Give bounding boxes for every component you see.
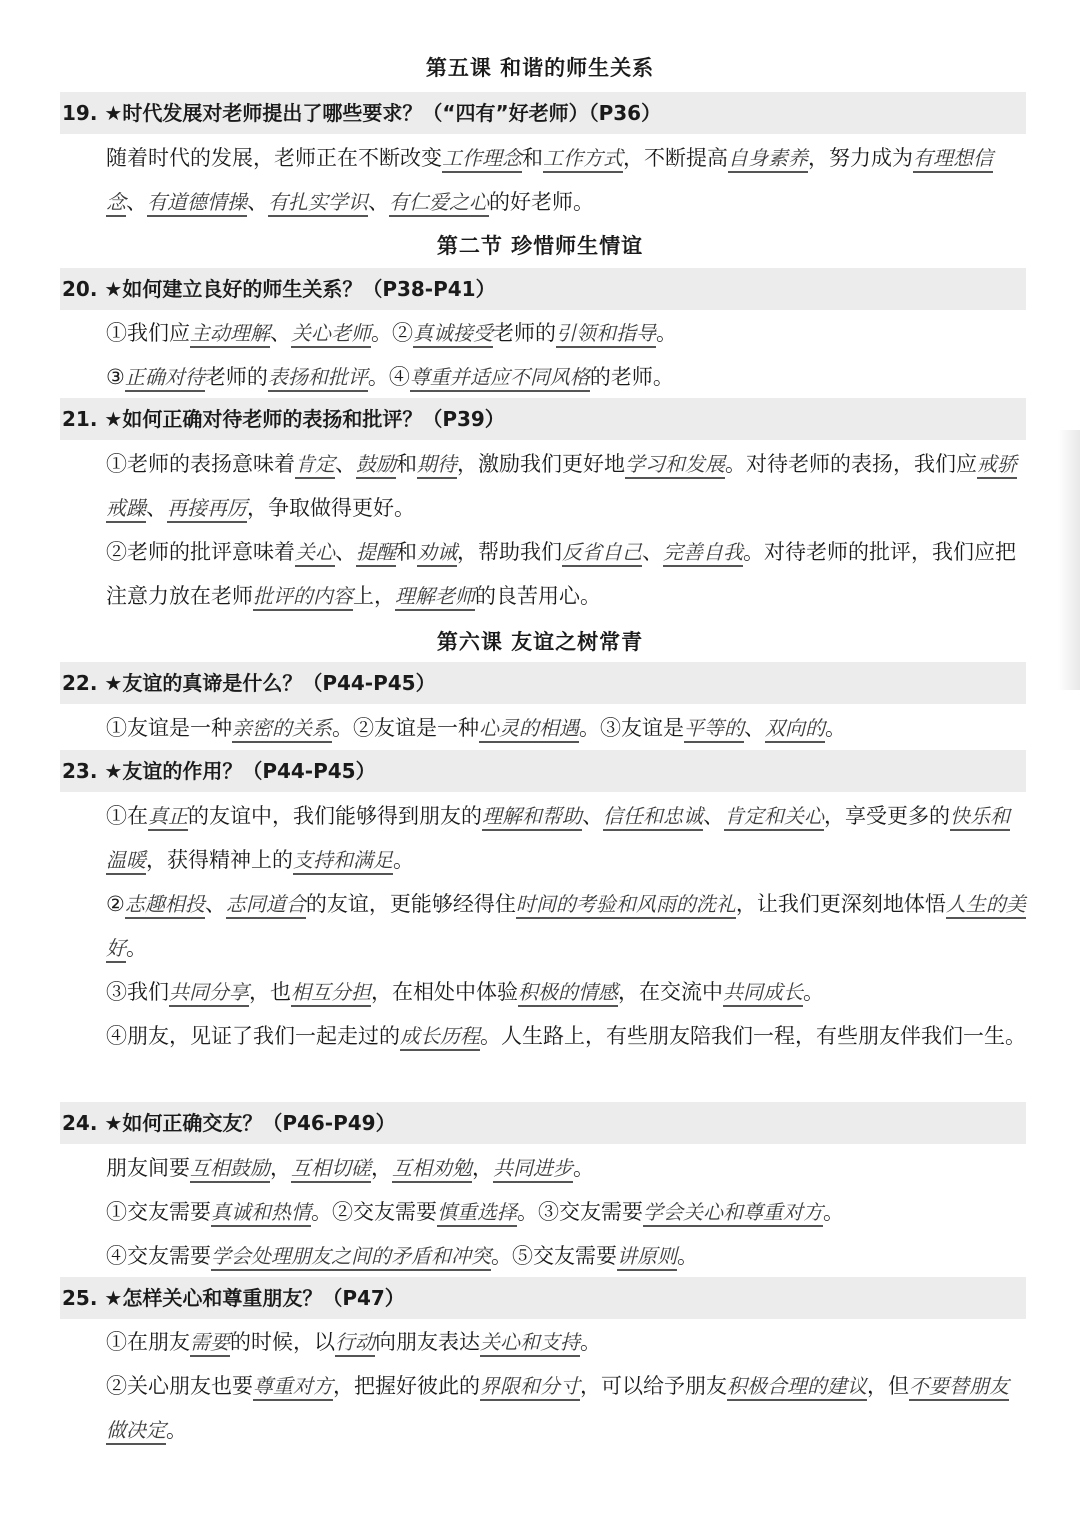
text-run: 。对待老师的批评，我们应把注意力放在老师 [106,540,1016,608]
text-run: 。④ [367,365,410,389]
text-run: 、 [368,190,389,214]
key-phrase: 成长历程 [400,1024,480,1051]
text-run: 。 [573,1156,594,1180]
text-run: ③ [106,365,125,389]
text-run: 的友谊中，我们能够得到朋友的 [188,804,482,828]
key-phrase: 自身素养 [728,146,808,173]
text-run: 。②交友需要 [311,1200,437,1224]
key-phrase: 平等的 [684,716,744,743]
key-phrase: 提醒 [356,540,396,567]
text-run: ，享受更多的 [824,804,950,828]
key-phrase: 讲原则 [617,1244,677,1271]
key-phrase: 表扬和批评 [268,365,368,392]
text-run: ①友谊是一种 [106,716,232,740]
key-phrase: 互相切磋 [291,1156,371,1183]
key-phrase: 正确对待 [125,365,205,392]
key-phrase: 完善自我 [663,540,743,567]
text-run: ①我们应 [106,321,190,345]
key-phrase: 互相鼓励 [190,1156,270,1183]
text-run: 上， [353,584,395,608]
key-phrase: 劝诫 [417,540,457,567]
text-run: 、 [126,190,147,214]
text-run: 。 [825,716,846,740]
key-phrase: 快乐和温暖 [106,804,1010,875]
key-phrase: 有理想信念 [106,146,993,217]
text-run: 。 [166,1418,187,1442]
key-phrase: 鼓励 [356,452,396,479]
key-phrase: 志同道合 [226,892,306,919]
key-phrase: 引领和指导 [556,321,656,348]
answer-paragraph [62,882,1028,970]
text-run: 、 [582,804,603,828]
question-heading: 19. ★时代发展对老师提出了哪些要求？（“四有”好老师）（P36） [60,92,1026,134]
answer-paragraph [62,1014,1028,1058]
key-phrase: 双向的 [765,716,825,743]
text-run: 。 [393,848,414,872]
answer-paragraph [62,442,1028,530]
text-run: 老师的 [204,365,268,389]
key-phrase: 批评的内容 [253,584,353,611]
key-phrase: 尊重并适应不同风格 [410,365,590,392]
key-phrase: 真正 [148,804,188,831]
answer-paragraph [62,530,1028,618]
answer-paragraph [62,794,1028,882]
text-run: 随着时代的发展，老师正在不断改变 [106,146,442,170]
answer-paragraph [62,1146,1028,1190]
text-run: ，帮助我们 [457,540,562,564]
text-run: 。③友谊是 [579,716,684,740]
question-heading: 21. ★如何正确对待老师的表扬和批评？（P39） [60,398,1026,440]
key-phrase: 真诚和热情 [211,1200,311,1227]
text-run: ，把握好彼此的 [333,1374,480,1398]
text-run: ，但 [867,1374,909,1398]
answer-paragraph [62,1234,1028,1278]
text-run: 。②友谊是一种 [332,716,479,740]
text-run: 。③交友需要 [517,1200,643,1224]
text-run: ，在相处中体验 [371,980,518,1004]
text-run: 、 [335,452,356,476]
key-phrase: 关心老师 [291,321,371,348]
text-run: ①交友需要 [106,1200,211,1224]
text-run: 的好老师。 [489,190,594,214]
text-run: ②关心朋友也要 [106,1374,253,1398]
key-phrase: 不要替朋友做决定 [106,1374,1009,1445]
text-run: ，也 [249,980,291,1004]
text-run: ， [270,1156,291,1180]
key-phrase: 关心 [295,540,335,567]
key-phrase: 理解老师 [395,584,475,611]
lesson-title: 第五课 和谐的师生关系 [425,56,655,80]
key-phrase: 肯定和关心 [724,804,824,831]
text-run: ，努力成为 [808,146,913,170]
key-phrase: 有道德情操 [147,190,247,217]
answer-paragraph [62,1190,1028,1234]
text-run: 。② [371,321,413,345]
key-phrase: 相互分担 [291,980,371,1007]
key-phrase: 积极合理的建议 [727,1374,867,1401]
text-run: 、 [335,540,356,564]
answer-paragraph [62,311,1028,355]
lesson-title: 第六课 友谊之树常青 [436,630,644,654]
question-heading: 20. ★如何建立良好的师生关系？（P38-P41） [60,268,1026,310]
key-phrase: 反省自己 [562,540,642,567]
key-phrase: 工作理念 [442,146,522,173]
text-run: 的良苦用心。 [475,584,601,608]
text-run: ， [472,1156,493,1180]
key-phrase: 共同进步 [493,1156,573,1183]
key-phrase: 主动理解 [190,321,270,348]
text-run: 、 [642,540,663,564]
text-run: ，可以给予朋友 [580,1374,727,1398]
text-run: 朋友间要 [106,1156,190,1180]
key-phrase: 期待 [417,452,457,479]
key-phrase: 学会处理朋友之间的矛盾和冲突 [211,1244,491,1271]
text-run: 和 [396,540,417,564]
answer-paragraph [62,1364,1028,1452]
key-phrase: 关心和支持 [480,1330,580,1357]
question-heading: 24. ★如何正确交友？（P46-P49） [60,1102,1026,1144]
answer-paragraph [62,1320,1028,1364]
question-heading: 25. ★怎样关心和尊重朋友？（P47） [60,1277,1026,1319]
key-phrase: 有仁爱之心 [389,190,489,217]
text-run: 。 [677,1244,698,1268]
text-run: 。 [823,1200,844,1224]
text-run: 和 [396,452,417,476]
text-run: ①在 [106,804,148,828]
key-phrase: 信任和忠诚 [603,804,703,831]
text-run: 、 [744,716,765,740]
text-run: ，获得精神上的 [146,848,293,872]
text-run: 。 [580,1330,601,1354]
text-run: 的老师。 [589,365,674,389]
text-run: 、 [270,321,291,345]
text-run: 。 [126,936,147,960]
key-phrase: 共同成长 [723,980,803,1007]
text-run: 、 [703,804,724,828]
text-run: 。⑤交友需要 [491,1244,617,1268]
key-phrase: 互相劝勉 [392,1156,472,1183]
question-heading: 23. ★友谊的作用？（P44-P45） [60,750,1026,792]
answer-paragraph [62,355,1028,399]
key-phrase: 时间的考验和风雨的洗礼 [516,892,736,919]
answer-paragraph [62,970,1028,1014]
text-run: 。 [803,980,824,1004]
text-run: ，争取做得更好。 [247,496,415,520]
key-phrase: 积极的情感 [518,980,618,1007]
key-phrase: 再接再厉 [167,496,247,523]
text-run: 。人生路上，有些朋友陪我们一程，有些朋友伴我们一生。 [480,1024,1026,1048]
key-phrase: 亲密的关系 [232,716,332,743]
text-run: ，不断提高 [623,146,728,170]
text-run: ④朋友，见证了我们一起走过的 [106,1024,400,1048]
key-phrase: 行动 [335,1330,375,1357]
key-phrase: 理解和帮助 [482,804,582,831]
key-phrase: 戒骄戒躁 [106,452,1017,523]
text-run: ①在朋友 [106,1330,190,1354]
key-phrase: 工作方式 [543,146,623,173]
text-run: ， [371,1156,392,1180]
key-phrase: 人生的美好 [106,892,1026,963]
key-phrase: 心灵的相遇 [479,716,579,743]
text-run: 向朋友表达 [375,1330,480,1354]
text-run: 和 [522,146,543,170]
text-run: ③我们 [106,980,169,1004]
key-phrase: 肯定 [295,452,335,479]
text-run: 、 [247,190,268,214]
text-run: 老师的 [493,321,556,345]
text-run: ，激励我们更好地 [457,452,625,476]
answer-paragraph [62,136,1028,224]
text-run: ②老师的批评意味着 [106,540,295,564]
question-heading: 22. ★友谊的真谛是什么？（P44-P45） [60,662,1026,704]
key-phrase: 支持和满足 [293,848,393,875]
key-phrase: 慎重选择 [437,1200,517,1227]
key-phrase: 学习和发展 [625,452,725,479]
text-run: ② [106,892,125,916]
key-phrase: 志趣相投 [125,892,205,919]
key-phrase: 尊重对方 [253,1374,333,1401]
text-run: ，让我们更深刻地体悟 [735,892,946,916]
section-title: 第二节 珍惜师生情谊 [436,234,644,258]
key-phrase: 学会关心和尊重对方 [643,1200,823,1227]
text-run: 的友谊，更能够经得住 [305,892,516,916]
key-phrase: 界限和分寸 [480,1374,580,1401]
text-run: ④交友需要 [106,1244,211,1268]
text-run: 、 [146,496,167,520]
key-phrase: 共同分享 [169,980,249,1007]
key-phrase: 真诚接受 [413,321,493,348]
text-run: 。对待老师的表扬，我们应 [725,452,977,476]
key-phrase: 需要 [190,1330,230,1357]
key-phrase: 有扎实学识 [268,190,368,217]
text-run: 的时候，以 [230,1330,335,1354]
text-run: 、 [204,892,226,916]
text-run: ，在交流中 [618,980,723,1004]
text-run: ①老师的表扬意味着 [106,452,295,476]
text-run: 。 [656,321,677,345]
answer-paragraph [62,706,1028,750]
